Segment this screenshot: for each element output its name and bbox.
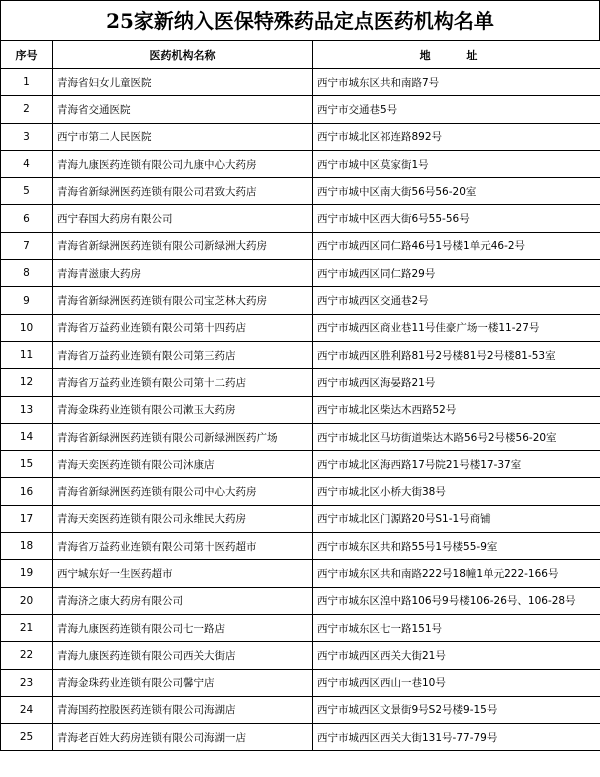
header-address-label: 地 址: [419, 48, 494, 62]
institution-name: 青海金珠药业连锁有限公司馨宁店: [53, 669, 313, 696]
institution-name: 青海九康医药连锁有限公司西关大街店: [53, 642, 313, 669]
institution-name: 青海省妇女儿童医院: [53, 69, 313, 96]
table-row: [1, 614, 600, 641]
table-header-row: [1, 41, 600, 69]
table-row: [1, 369, 600, 396]
institution-address: 西宁市城东区共和南路222号18幢1单元222-166号: [313, 560, 600, 587]
institution-name: 青海省新绿洲医药连锁有限公司中心大药房: [53, 478, 313, 505]
table-row: [1, 69, 600, 96]
row-index: 20: [1, 587, 53, 614]
row-index: 21: [1, 614, 53, 641]
row-index: 8: [1, 260, 53, 287]
table-row: [1, 123, 600, 150]
row-index: 5: [1, 178, 53, 205]
table-row: [1, 260, 600, 287]
institution-address: 西宁市城北区门源路20号S1-1号商铺: [313, 505, 600, 532]
institution-address: 西宁市城北区海西路17号院21号楼17-37室: [313, 451, 600, 478]
row-index: 7: [1, 232, 53, 259]
row-index: 23: [1, 669, 53, 696]
institution-name: 青海省新绿洲医药连锁有限公司君致大药店: [53, 178, 313, 205]
table-row: [1, 533, 600, 560]
institution-name: 青海省万益药业连锁有限公司第十二药店: [53, 369, 313, 396]
institution-name: 青海天奕医药连锁有限公司沐康店: [53, 451, 313, 478]
institution-name: 西宁城东好一生医药超市: [53, 560, 313, 587]
institution-name: 青海省新绿洲医药连锁有限公司新绿洲医药广场: [53, 423, 313, 450]
table-row: [1, 96, 600, 123]
institution-address: 西宁市城北区马坊街道柴达木路56号2号楼56-20室: [313, 423, 600, 450]
row-index: 16: [1, 478, 53, 505]
table-row: [1, 341, 600, 368]
institution-address: 西宁市城西区同仁路29号: [313, 260, 600, 287]
table-row: [1, 724, 600, 751]
row-index: 12: [1, 369, 53, 396]
row-index: 11: [1, 341, 53, 368]
institution-name: 青海金珠药业连锁有限公司漱玉大药房: [53, 396, 313, 423]
header-index: 序号: [1, 41, 53, 69]
institution-address: 西宁市城西区西关大街21号: [313, 642, 600, 669]
table-row: [1, 178, 600, 205]
institution-address: 西宁市城东区共和路55号1号楼55-9室: [313, 533, 600, 560]
table-row: [1, 505, 600, 532]
table-row: [1, 232, 600, 259]
institution-name: 西宁市第二人民医院: [53, 123, 313, 150]
institution-name: 青海省新绿洲医药连锁有限公司新绿洲大药房: [53, 232, 313, 259]
institution-address: 西宁市城北区小桥大街38号: [313, 478, 600, 505]
institution-name: 青海青滋康大药房: [53, 260, 313, 287]
row-index: 2: [1, 96, 53, 123]
institution-name: 西宁春国大药房有限公司: [53, 205, 313, 232]
row-index: 15: [1, 451, 53, 478]
institution-address: 西宁市城西区交通巷2号: [313, 287, 600, 314]
institution-address: 西宁市城东区七一路151号: [313, 614, 600, 641]
institution-address: 西宁市城北区柴达木西路52号: [313, 396, 600, 423]
institution-name: 青海国药控股医药连锁有限公司海湖店: [53, 696, 313, 723]
table-body: [1, 69, 600, 751]
institution-table: [0, 40, 600, 751]
row-index: 10: [1, 314, 53, 341]
institution-name: 青海省万益药业连锁有限公司第十四药店: [53, 314, 313, 341]
institution-name: 青海天奕医药连锁有限公司永维民大药房: [53, 505, 313, 532]
institution-address: 西宁市城东区湟中路106号9号楼106-26号、106-28号: [313, 587, 600, 614]
table-row: [1, 423, 600, 450]
row-index: 24: [1, 696, 53, 723]
header-name: 医药机构名称: [53, 41, 313, 69]
row-index: 3: [1, 123, 53, 150]
table-row: [1, 642, 600, 669]
institution-name: 青海省交通医院: [53, 96, 313, 123]
row-index: 13: [1, 396, 53, 423]
row-index: 1: [1, 69, 53, 96]
table-row: [1, 478, 600, 505]
header-address: [313, 41, 600, 69]
row-index: 25: [1, 724, 53, 751]
table-row: [1, 669, 600, 696]
row-index: 18: [1, 533, 53, 560]
row-index: 6: [1, 205, 53, 232]
institution-address: 西宁市城西区西关大街131号-77-79号: [313, 724, 600, 751]
institution-address: 西宁市城西区海晏路21号: [313, 369, 600, 396]
institution-name: 青海老百姓大药房连锁有限公司海湖一店: [53, 724, 313, 751]
institution-name: 青海省万益药业连锁有限公司第十医药超市: [53, 533, 313, 560]
table-row: [1, 696, 600, 723]
institution-address: 西宁市交通巷5号: [313, 96, 600, 123]
table-row: [1, 314, 600, 341]
institution-address: 西宁市城中区西大街6号55-56号: [313, 205, 600, 232]
table-row: [1, 396, 600, 423]
row-index: 9: [1, 287, 53, 314]
table-row: [1, 150, 600, 177]
institution-address: 西宁市城中区莫家街1号: [313, 150, 600, 177]
row-index: 17: [1, 505, 53, 532]
table-row: [1, 587, 600, 614]
table-row: [1, 287, 600, 314]
institution-address: 西宁市城西区文景街9号S2号楼9-15号: [313, 696, 600, 723]
institution-address: 西宁市城西区同仁路46号1号楼1单元46-2号: [313, 232, 600, 259]
institution-address: 西宁市城北区祁连路892号: [313, 123, 600, 150]
institution-address: 西宁市城西区胜利路81号2号楼81号2号楼81-53室: [313, 341, 600, 368]
row-index: 14: [1, 423, 53, 450]
institution-name: 青海省万益药业连锁有限公司第三药店: [53, 341, 313, 368]
table-row: [1, 560, 600, 587]
institution-address: 西宁市城西区西山一巷10号: [313, 669, 600, 696]
institution-address: 西宁市城东区共和南路7号: [313, 69, 600, 96]
row-index: 4: [1, 150, 53, 177]
table-row: [1, 451, 600, 478]
institution-name: 青海济之康大药房有限公司: [53, 587, 313, 614]
row-index: 22: [1, 642, 53, 669]
institution-name: 青海九康医药连锁有限公司七一路店: [53, 614, 313, 641]
institution-name: 青海九康医药连锁有限公司九康中心大药房: [53, 150, 313, 177]
row-index: 19: [1, 560, 53, 587]
institution-address: 西宁市城西区商业巷11号佳豪广场一楼11-27号: [313, 314, 600, 341]
institution-address: 西宁市城中区南大街56号56-20室: [313, 178, 600, 205]
table-row: [1, 205, 600, 232]
document-title: 25家新纳入医保特殊药品定点医药机构名单: [0, 0, 600, 40]
institution-name: 青海省新绿洲医药连锁有限公司宝芝林大药房: [53, 287, 313, 314]
